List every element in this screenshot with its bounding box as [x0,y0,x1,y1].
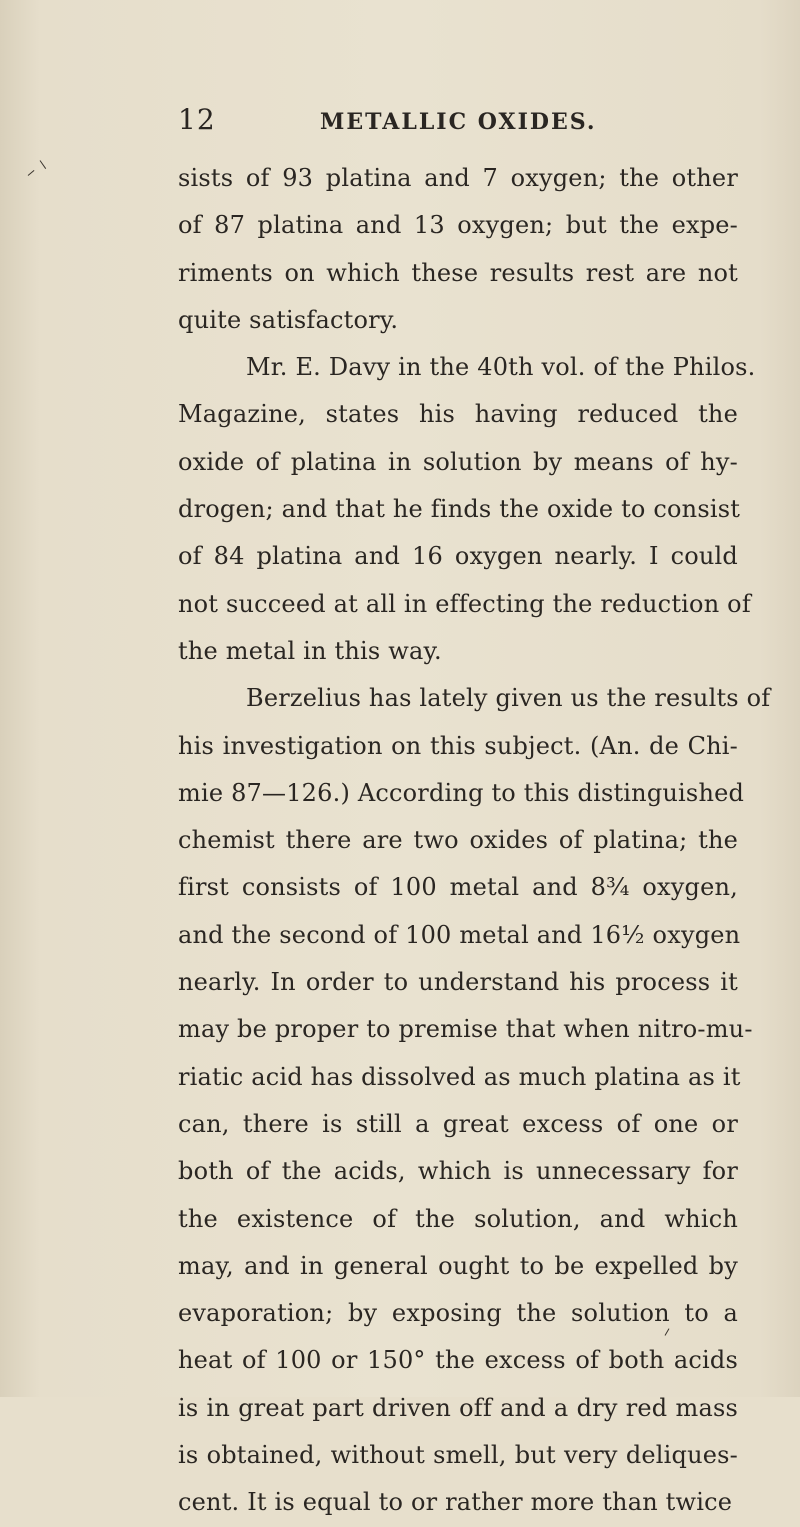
text-line: oxide of platina in solution by means of hy- [178,447,738,476]
text-line: of 87 platina and 13 oxygen; but the expe- [178,211,738,240]
margin-pencil-mark [28,170,35,176]
text-line: is obtained, without smell, but very deliques- [178,1441,738,1470]
text-line: nearly. In order to understand his process it [178,968,738,997]
text-line: of 84 platina and 16 oxygen nearly. I could [178,542,738,571]
text-line: first consists of 100 metal and 8¾ oxygen, [178,873,738,902]
text-line: cent. It is equal to or rather more than twice [178,1488,733,1517]
text-line: quite satisfactory. [178,305,399,334]
text-line: sists of 93 platina and 7 oxygen; the other [178,164,738,192]
page-number: 12 [178,103,216,136]
text-line: riatic acid has dissolved as much platina as it [178,1062,741,1091]
text-line: the existence of the solution, and which [178,1204,738,1233]
text-line: mie 87—126.) According to this distinguished [178,778,745,807]
text-line: drogen; and that he finds the oxide to consist [178,495,741,524]
running-title: METALLIC OXIDES. [320,109,597,135]
text-line: both of the acids, which is unnecessary for [178,1157,738,1186]
paragraph-start-line: Mr. E. Davy in the 40th vol. of the Philos. [246,353,756,382]
margin-pencil-mark [40,160,47,169]
body-text [178,155,771,1527]
text-line: riments on which these results rest are not [178,258,738,287]
text-line: Magazine, states his having reduced the [178,400,738,429]
paragraph-start-line: Berzelius has lately given us the results of [246,684,771,713]
text-line: not succeed at all in effecting the reduction of [178,589,751,618]
text-line: evaporation; by exposing the solution to a [178,1299,738,1328]
text-line: is in great part driven off and a dry red mass [178,1393,738,1422]
text-line: heat of 100 or 150° the excess of both acids [178,1346,738,1375]
text-line: may be proper to premise that when nitro-mu- [178,1015,753,1044]
text-line: his investigation on this subject. (An. de Chi- [178,731,738,760]
text-line: chemist there are two oxides of platina; the [178,826,738,855]
text-line: the metal in this way. [178,636,442,665]
page-header [178,103,738,143]
text-line: may, and in general ought to be expelled by [178,1251,738,1280]
text-line: and the second of 100 metal and 16½ oxygen [178,920,741,949]
text-line: can, there is still a great excess of one or [178,1109,738,1138]
